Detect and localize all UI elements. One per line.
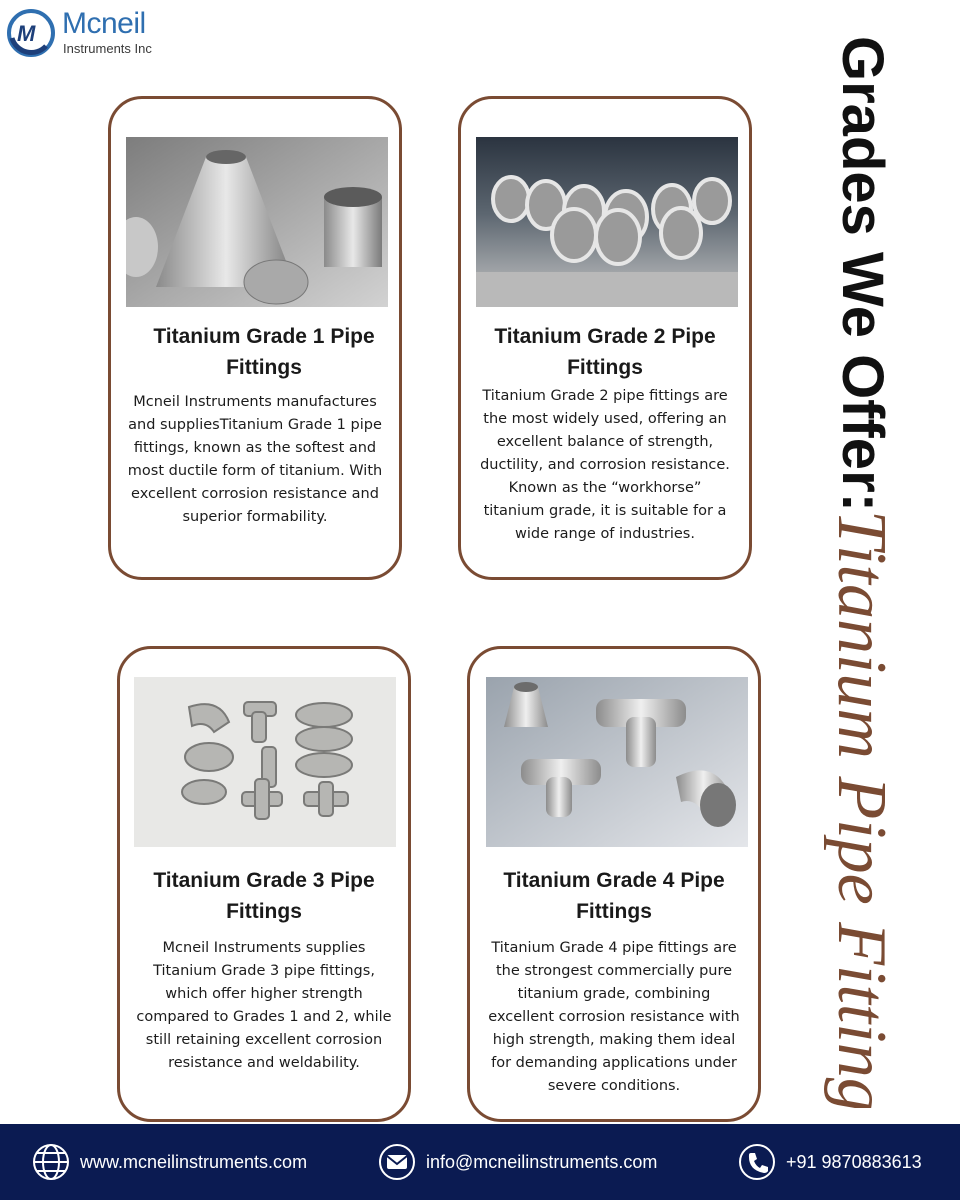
grade-3-card: [117, 646, 411, 1122]
grade-4-description: Titanium Grade 4 pipe fittings are the strongest commercially pure titanium grade, combining excellent corrosion resistance with high strength, making them ideal for demanding applications under severe conditions.: [488, 940, 740, 1094]
website-link[interactable]: www.mcneilinstruments.com: [80, 1151, 308, 1172]
phone-number[interactable]: +91 9870883613: [786, 1151, 922, 1172]
grade-3-photo: [134, 677, 396, 847]
page-headline: [805, 28, 915, 1108]
logo-mark-icon: [6, 8, 56, 58]
grade-2-description: Titanium Grade 2 pipe fittings are the most widely used, offering an excellent balance of strength, ductility, and corrosion resistance. Known as the “workhorse” titanium grade, it is suitable for a wide range of industries.: [480, 388, 730, 542]
grade-2-card: [458, 96, 752, 580]
mail-icon: [378, 1143, 416, 1181]
email-link[interactable]: info@mcneilinstruments.com: [426, 1151, 658, 1172]
brand-name: Mcneil: [62, 7, 146, 40]
grade-2-photo: [476, 137, 738, 307]
grade-3-title: Titanium Grade 3 Pipe Fittings: [153, 869, 375, 923]
headline-bold: Grades We Offer:: [830, 36, 895, 512]
website-contact[interactable]: [32, 1124, 307, 1200]
grade-4-card: [467, 646, 761, 1122]
grade-2-title: Titanium Grade 2 Pipe Fittings: [494, 325, 716, 379]
brand-logo: [6, 6, 226, 58]
grade-4-title: Titanium Grade 4 Pipe Fittings: [503, 869, 725, 923]
phone-contact[interactable]: [738, 1124, 922, 1200]
grade-1-photo: [126, 137, 388, 307]
grade-1-title: Titanium Grade 1 Pipe Fittings: [153, 325, 375, 379]
globe-icon: [32, 1143, 70, 1181]
grade-3-description: Mcneil Instruments supplies Titanium Grade 3 pipe fittings, which offer higher strength compared to Grades 1 and 2, while still retaining excellent corrosion resistance and weldability.: [136, 940, 392, 1071]
grade-4-photo: [486, 677, 748, 847]
grade-1-description: Mcneil Instruments manufactures and suppliesTitanium Grade 1 pipe fittings, known as the softest and most ductile form of titanium. With excellent corrosion resistance and superior formability.: [127, 394, 383, 525]
phone-icon: [738, 1143, 776, 1181]
brand-subtitle: Instruments Inc: [63, 41, 152, 56]
grade-1-card: [108, 96, 402, 580]
contact-footer: [0, 1124, 960, 1200]
svg-text:M: M: [17, 21, 36, 46]
headline-script: Titanium Pipe Fitting: [823, 510, 900, 1108]
email-contact[interactable]: [378, 1124, 657, 1200]
